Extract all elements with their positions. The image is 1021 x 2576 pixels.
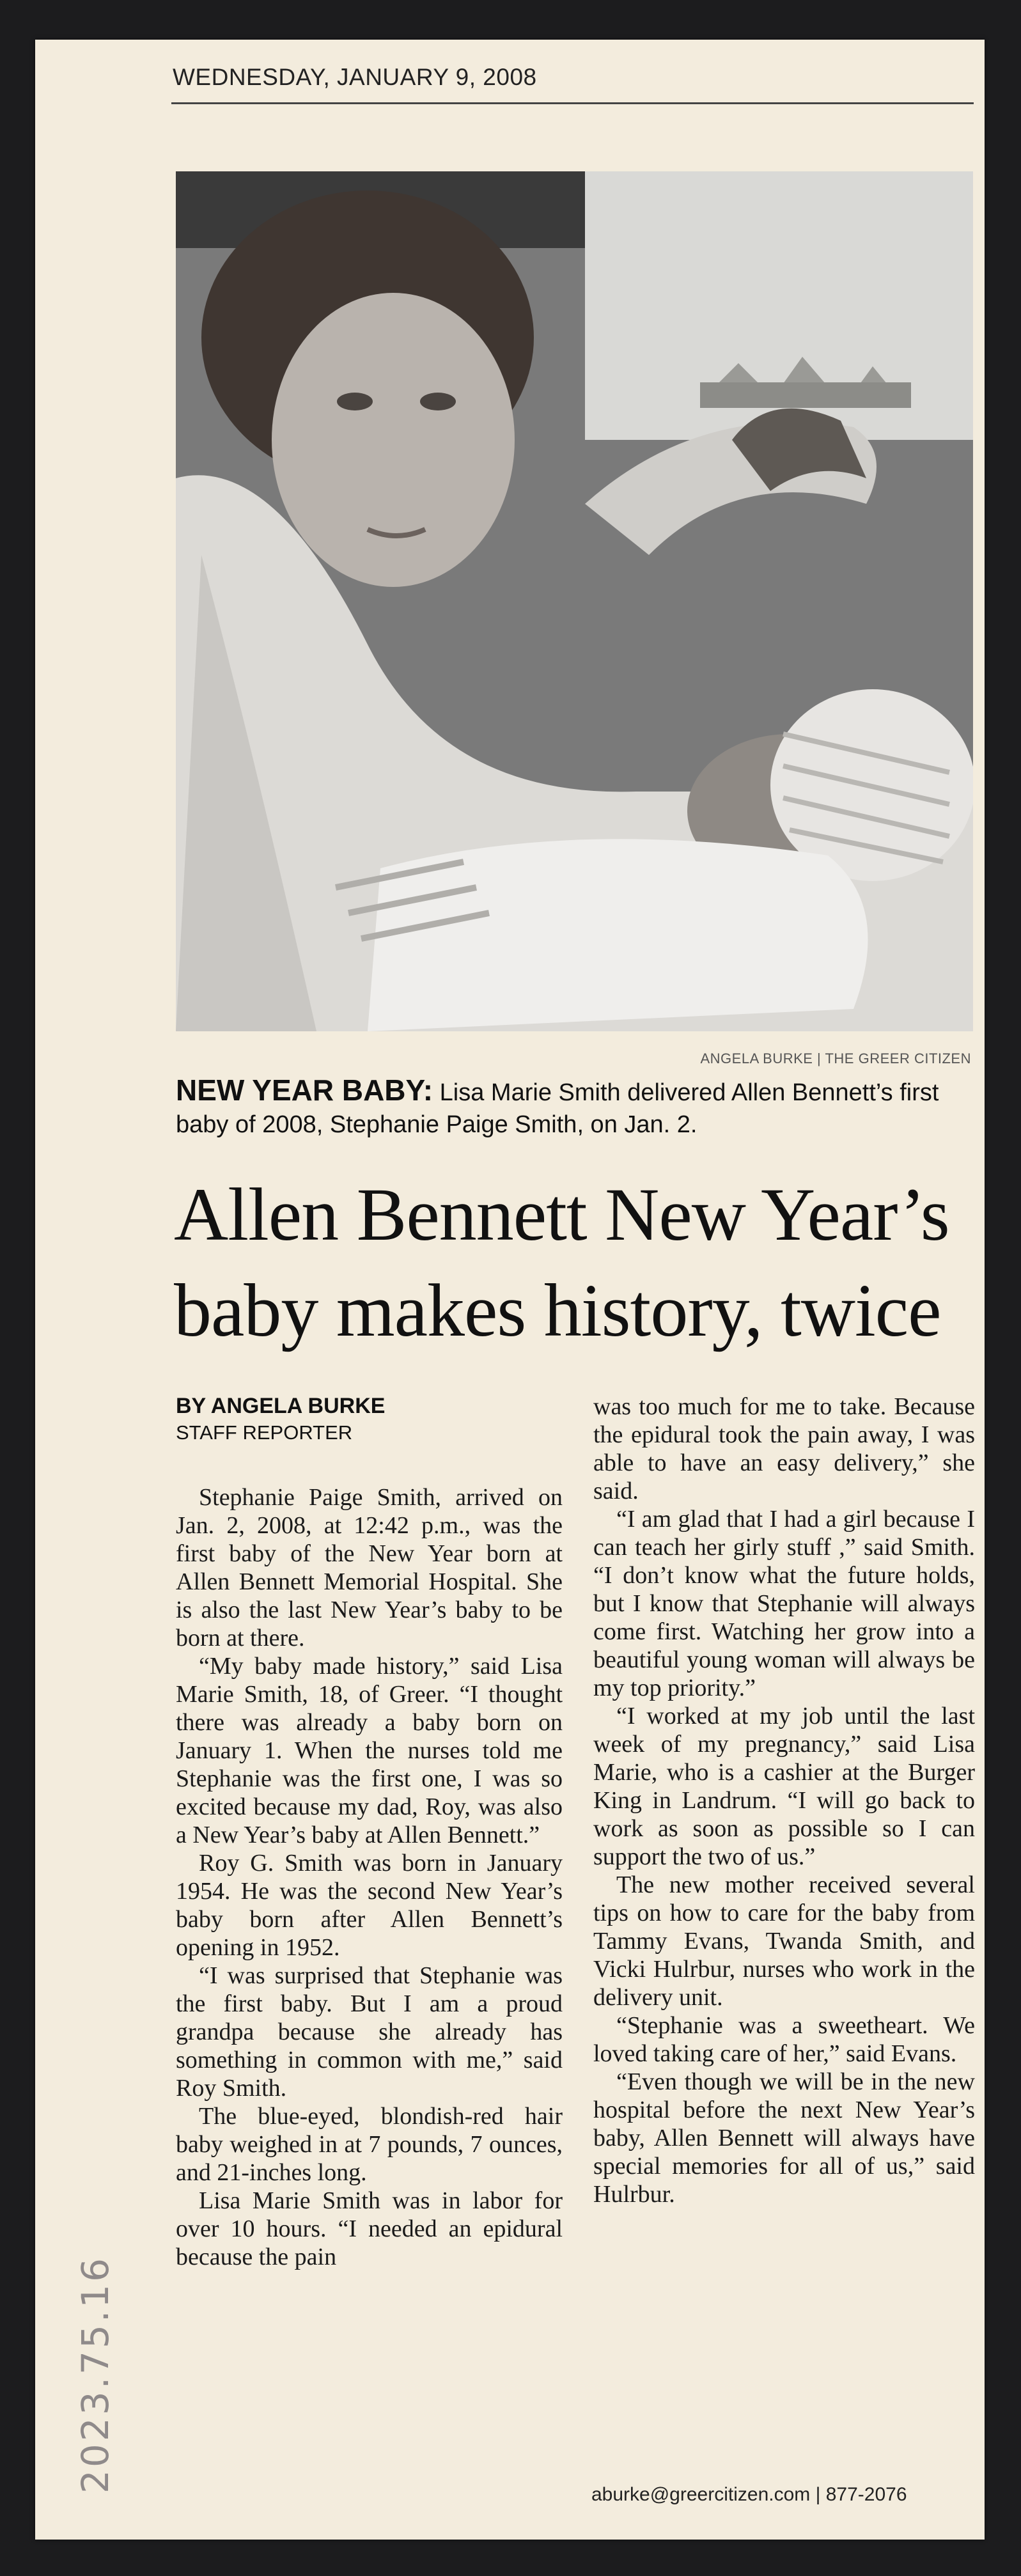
byline <box>176 1394 385 1444</box>
caption-text: Lisa Marie Smith delivered Allen Bennett’s first baby of 2008, Stephanie Paige Smith, on Jan. 2. <box>176 1079 939 1138</box>
paragraph: Roy G. Smith was born in January 1954. He was the second New Year’s baby born after Allen Bennett’s opening in 1952. <box>176 1850 563 1961</box>
dateline: WEDNESDAY, JANUARY 9, 2008 <box>173 64 537 90</box>
paragraph: “I worked at my job until the last week of my pregnancy,” said Lisa Marie, who is a cashier at the Burger King in Landrum. “I will go back to work as soon as possible so I can support the two of us.” <box>593 1703 975 1870</box>
byline-role: STAFF REPORTER <box>176 1421 353 1444</box>
news-photo <box>176 171 973 1031</box>
byline-author: BY ANGELA BURKE <box>176 1394 386 1418</box>
reporter-contact: aburke@greercitizen.com | 877-2076 <box>591 2484 907 2505</box>
header-rule <box>171 102 974 104</box>
photo-credit: ANGELA BURKE | THE GREER CITIZEN <box>700 1050 971 1066</box>
article-column-2 <box>593 1393 975 2208</box>
mother-and-baby-photo <box>176 171 973 1031</box>
archive-number-stamp <box>61 2187 118 2506</box>
article-column-1 <box>176 1483 563 2271</box>
paragraph: “My baby made history,” said Lisa Marie Smith, 18, of Greer. “I thought there was already a baby born on January 1. When the nurses told me Stephanie was the first one, I was so excited because my dad, Roy, was also a New Year’s baby at Allen Bennett.” <box>176 1653 563 1848</box>
paragraph: “Even though we will be in the new hospital before the next New Year’s baby, Allen Bennett will always have special memories for all of us,” said Hulrbur. <box>593 2068 975 2208</box>
photo-caption <box>176 1074 975 1141</box>
paragraph: The blue-eyed, blondish-red hair baby weighed in at 7 pounds, 7 ounces, and 21-inches long. <box>176 2103 563 2186</box>
article-headline: Allen Bennett New Year’s baby makes history, twice <box>174 1173 949 1352</box>
paragraph: “I am glad that I had a girl because I can teach her girly stuff ,” said Smith. “I don’t know what the future holds, but I know that Stephanie will always come first. Watching her grow into a beautiful young woman will always be my top priority.” <box>593 1506 975 1701</box>
paragraph: Stephanie Paige Smith, arrived on Jan. 2, 2008, at 12:42 p.m., was the first baby of the New Year born at Allen Bennett Memorial Hospital. She is also the last New Year’s baby to be born at there. <box>176 1484 563 1651</box>
paragraph: was too much for me to take. Because the epidural took the pain away, I was able to have an easy delivery,” she said. <box>593 1393 975 1504</box>
paragraph: The new mother received several tips on how to care for the baby from Tammy Evans, Twanda Smith, and Vicki Hulrbur, nurses who work in the delivery unit. <box>593 1871 975 2011</box>
archive-number: 2023.75.16 <box>74 2255 117 2494</box>
paragraph: “I was surprised that Stephanie was the first baby. But I am a proud grandpa because she already has something in common with me,” said Roy Smith. <box>176 1962 563 2102</box>
paragraph: Lisa Marie Smith was in labor for over 10 hours. “I needed an epidural because the pain <box>176 2187 563 2270</box>
caption-kicker: NEW YEAR BABY: <box>176 1073 433 1107</box>
paragraph: “Stephanie was a sweetheart. We loved taking care of her,” said Evans. <box>593 2012 975 2067</box>
